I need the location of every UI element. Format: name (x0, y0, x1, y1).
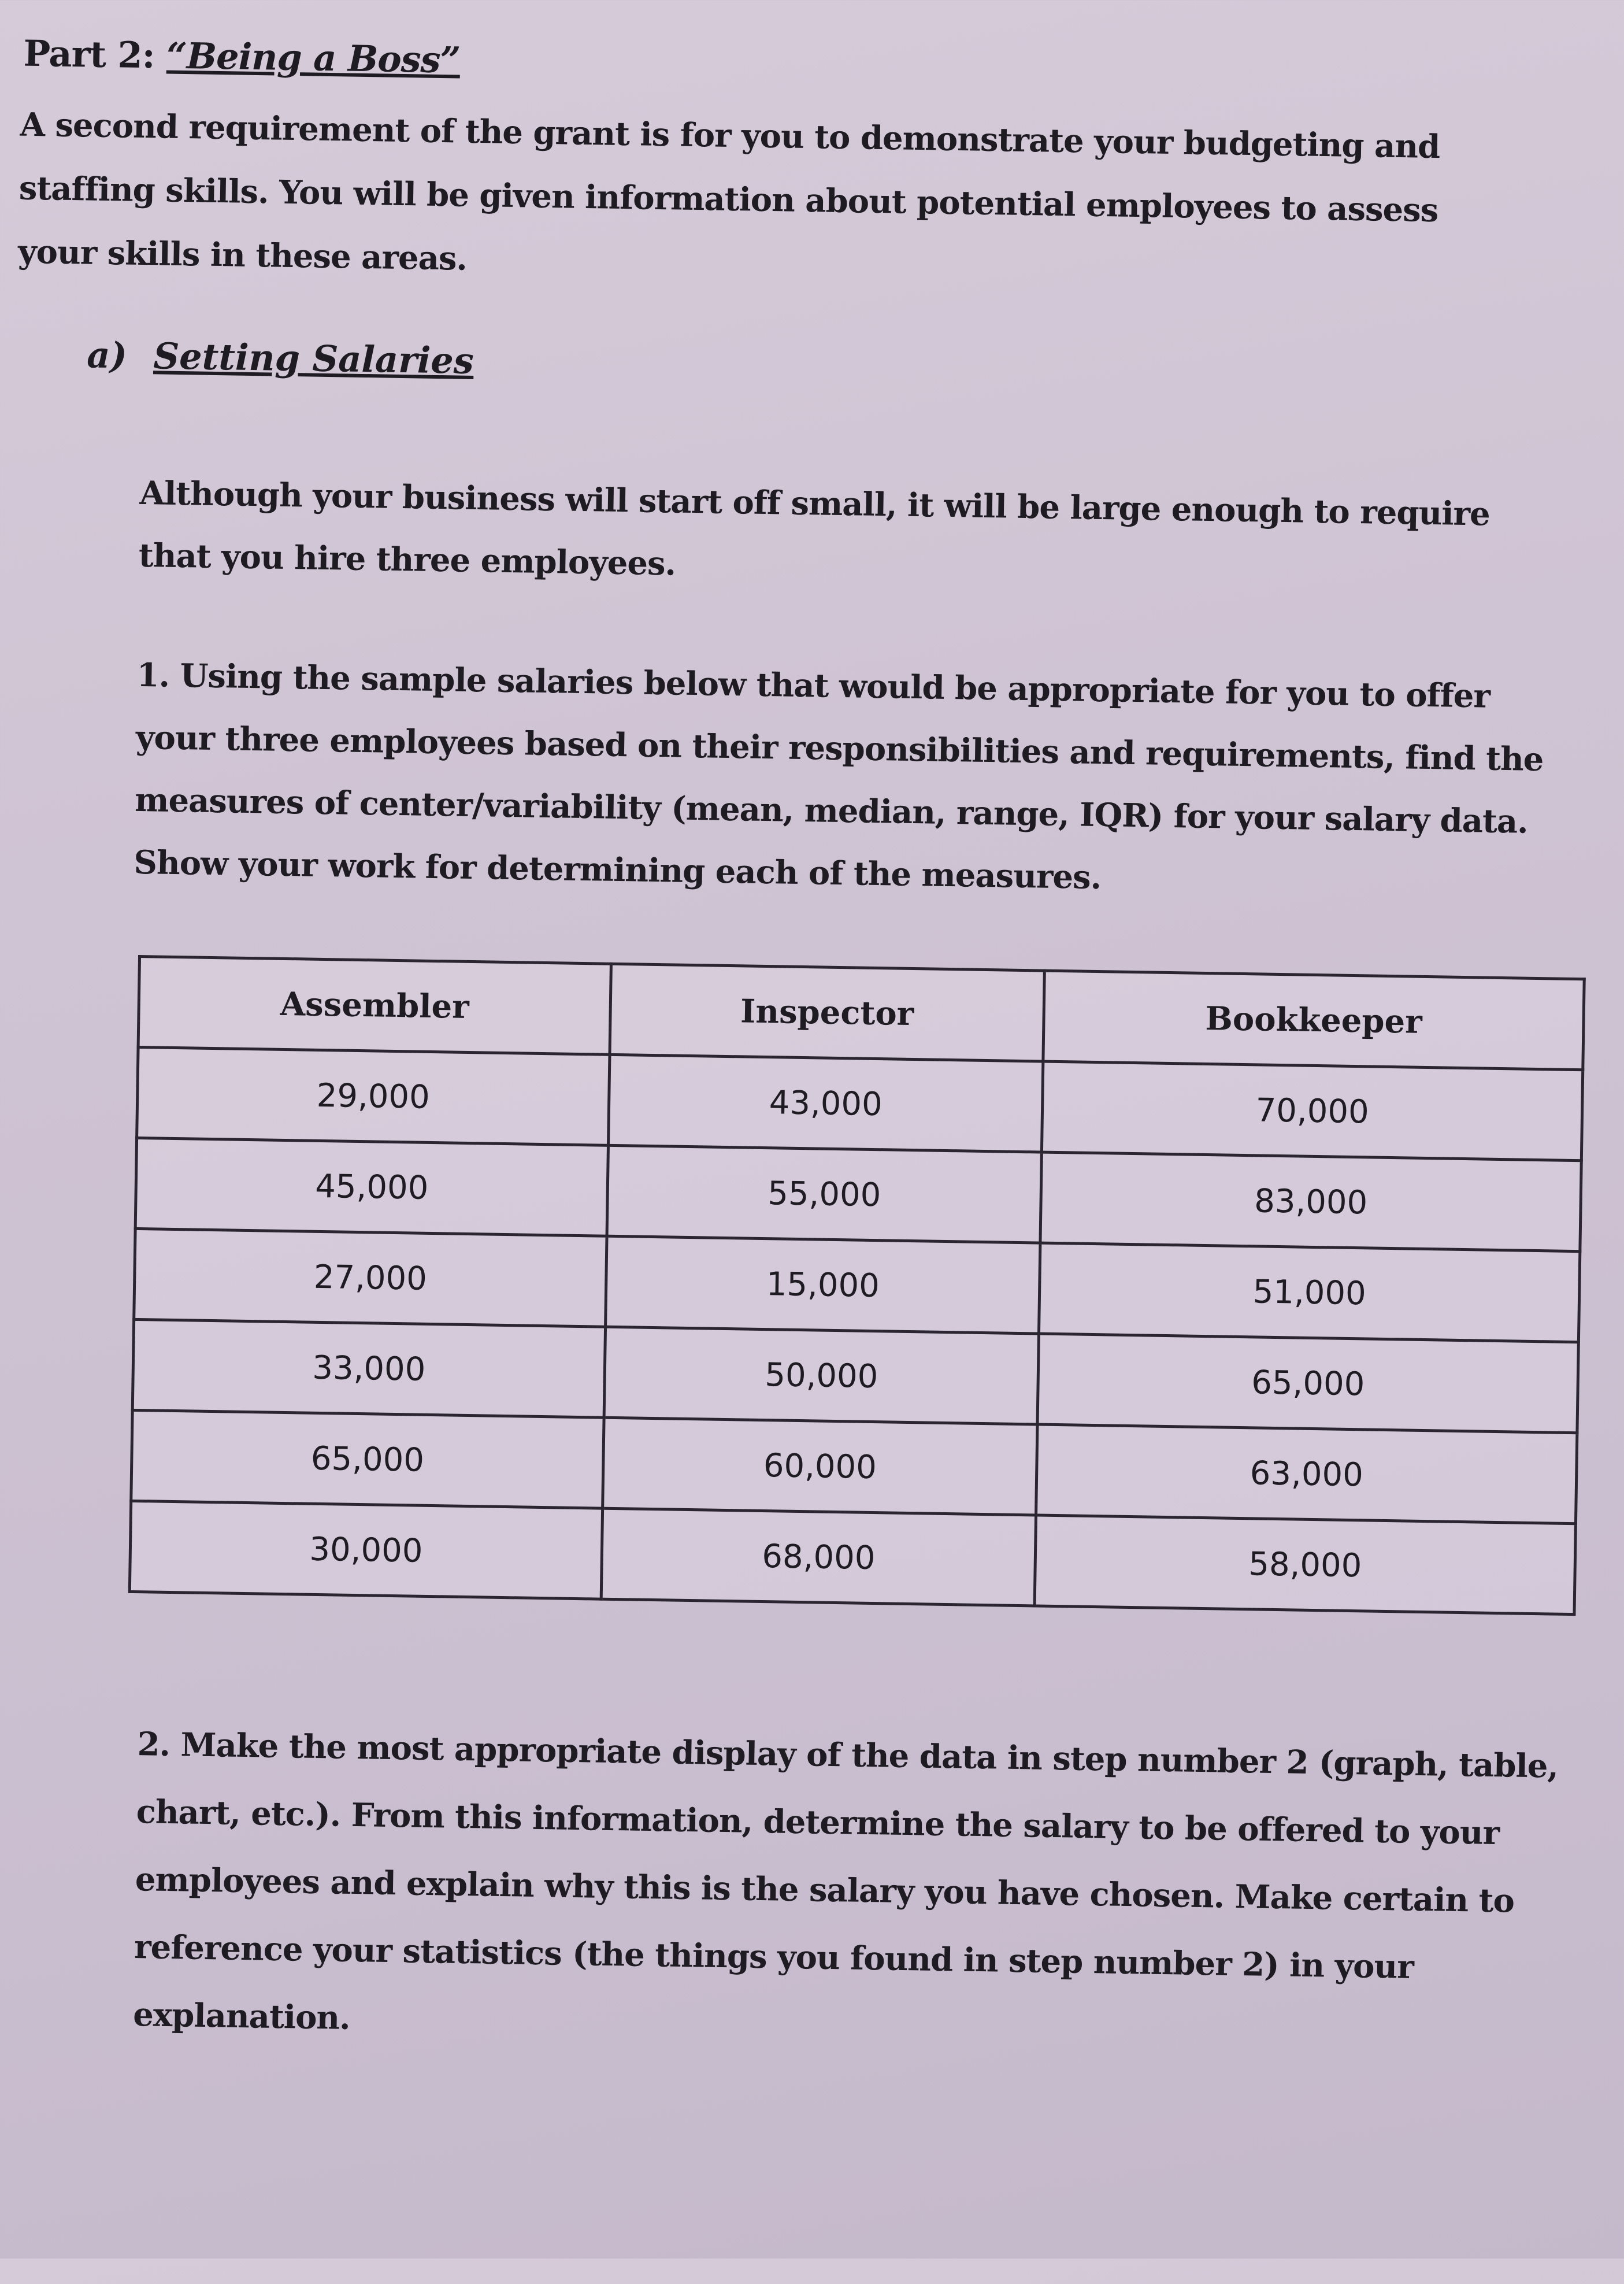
business-paragraph: Although your business will start off small, it will be large enough to require that you hire three employees. (138, 473, 1490, 583)
section-letter: a) (86, 334, 128, 377)
bookkeeper-salary: 58,000 (1035, 1515, 1575, 1615)
header-inspector: Inspector (610, 964, 1045, 1061)
section-title: Setting Salaries (153, 335, 474, 382)
bookkeeper-salary: 70,000 (1042, 1061, 1583, 1161)
assembler-salary: 30,000 (129, 1501, 602, 1599)
bookkeeper-salary: 65,000 (1037, 1334, 1578, 1433)
inspector-salary: 50,000 (604, 1327, 1039, 1424)
assembler-salary: 33,000 (132, 1319, 605, 1417)
salary-table (128, 955, 1586, 1616)
part-title: “Being a Boss” (166, 34, 461, 82)
section-heading (87, 334, 474, 382)
assembler-salary: 65,000 (131, 1410, 604, 1508)
inspector-salary: 15,000 (606, 1236, 1041, 1334)
assembler-salary: 29,000 (137, 1047, 610, 1145)
inspector-salary: 60,000 (603, 1417, 1038, 1515)
intro-paragraph: A second requirement of the grant is for you to demonstrate your budgeting and staffing skills. You will be given information about potential employees to assess your skills in these areas. (17, 105, 1440, 278)
bookkeeper-salary: 51,000 (1039, 1243, 1580, 1342)
assembler-salary: 27,000 (134, 1228, 607, 1327)
part-label: Part 2: (23, 32, 155, 77)
assembler-salary: 45,000 (135, 1138, 608, 1236)
part-heading (23, 32, 461, 82)
question-1: 1. Using the sample salaries below that would be appropriate for you to offer your three employees based on their responsibilities and requirements, find the measures of center/variability (mean, median, range, IQR) for your salary data. Show your work for determining each of the measures. (134, 656, 1544, 897)
inspector-salary: 68,000 (601, 1508, 1036, 1606)
inspector-salary: 55,000 (607, 1145, 1042, 1243)
bookkeeper-salary: 63,000 (1036, 1424, 1577, 1524)
header-assembler: Assembler (138, 956, 611, 1054)
bookkeeper-salary: 83,000 (1040, 1152, 1581, 1252)
question-2: 2. Make the most appropriate display of the data in step number 2 (graph, table, chart, etc.). From this information, determine the salary to be offered to your employees and explain why this is the salary you have chosen. Make certain to reference your statistics (the things you found in step number 2) in your explanation. (132, 1725, 1559, 2037)
header-bookkeeper: Bookkeeper (1043, 971, 1584, 1070)
inspector-salary: 43,000 (608, 1054, 1043, 1152)
